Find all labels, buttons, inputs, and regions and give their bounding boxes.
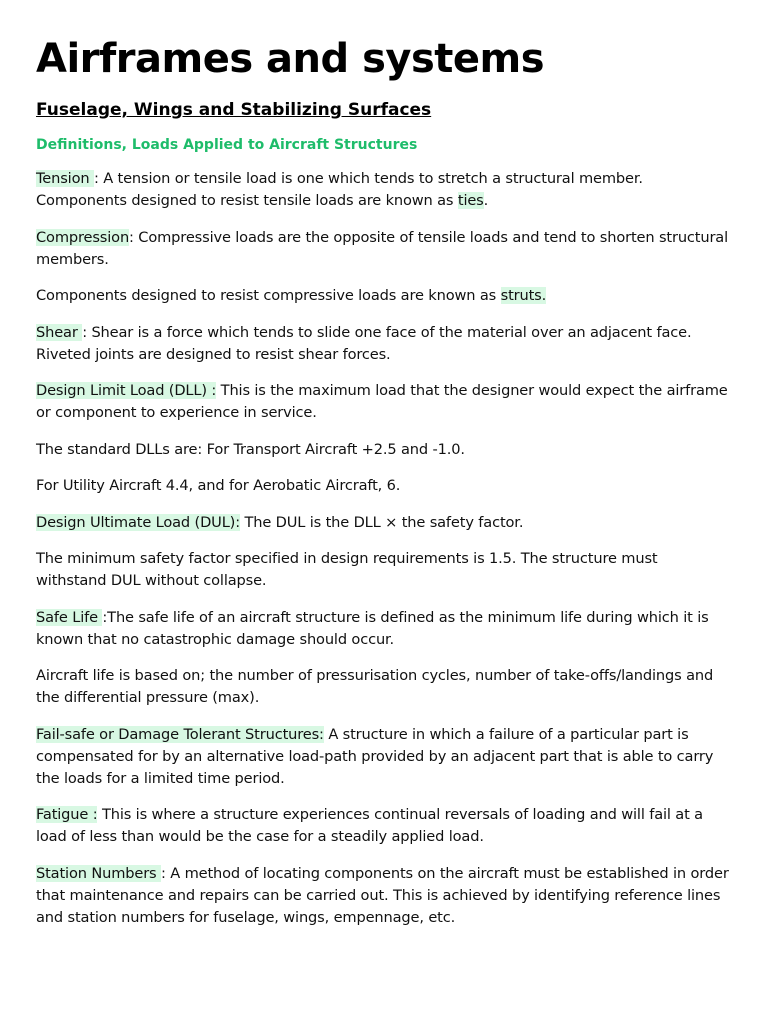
- paragraph-station-numbers: [36, 863, 732, 929]
- subsection-heading: Definitions, Loads Applied to Aircraft Structures: [36, 137, 418, 153]
- highlighted-term: Station Numbers: [36, 864, 161, 882]
- paragraph-text: : A method of locating components on the aircraft must be established in order that maintenance and repairs can be carried out. This is achieved by identifying reference lines and station numbers for fuselage, wings, empennage, etc.: [36, 864, 729, 926]
- paragraph-shear: [36, 322, 732, 366]
- section-heading: Fuselage, Wings and Stabilizing Surfaces: [36, 100, 432, 120]
- paragraph-text: : Shear is a force which tends to slide one face of the material over an adjacent face. Riveted joints are designed to resist shear forces.: [36, 323, 692, 363]
- highlighted-term: Design Ultimate Load (DUL):: [36, 513, 240, 531]
- paragraph-text: :The safe life of an aircraft structure is defined as the minimum life during which it is known that no catastrophic damage should occur.: [36, 608, 709, 648]
- paragraph-text: : A tension or tensile load is one which tends to stretch a structural member. Components designed to resist tensile loads are known as: [36, 170, 643, 209]
- paragraph-fail-safe: [36, 724, 732, 790]
- paragraph-dll: [36, 380, 732, 424]
- paragraph-text: This is the maximum load that the designer would expect the airframe or component to experience in service.: [36, 382, 728, 421]
- paragraph-aircraft-life: [36, 665, 732, 709]
- highlighted-term: ties: [457, 192, 484, 209]
- paragraph-safe-life: [36, 607, 732, 651]
- paragraph-dul: [36, 512, 732, 534]
- paragraph-text: : Compressive loads are the opposite of tensile loads and tend to shorten structural members.: [36, 228, 729, 268]
- paragraph-text: .: [483, 192, 489, 209]
- paragraph-text: Aircraft life is based on; the number of pressurisation cycles, number of take-offs/landings and the differential pressure (max).: [36, 667, 714, 706]
- paragraph-text: A structure in which a failure of a particular part is compensated for by an alternative load-path provided by an adjacent part that is able to carry the loads for a limited time period.: [36, 725, 714, 787]
- paragraph-safety-factor: [36, 548, 732, 592]
- paragraph-text: The standard DLLs are: For Transport Aircraft +2.5 and -1.0.: [36, 440, 465, 458]
- paragraph-standard-dlls: [36, 439, 732, 461]
- highlighted-term: Fail-safe or Damage Tolerant Structures:: [36, 725, 324, 743]
- highlighted-term: Shear: [36, 323, 83, 341]
- paragraph-tension: [36, 168, 732, 212]
- highlighted-term: Tension: [36, 170, 94, 187]
- highlighted-term: Safe Life: [36, 608, 103, 626]
- paragraph-text: For Utility Aircraft 4.4, and for Aerobatic Aircraft, 6.: [36, 477, 401, 494]
- paragraph-struts: [36, 285, 732, 307]
- paragraph-text: The DUL is the DLL × the safety factor.: [240, 513, 524, 531]
- paragraph-fatigue: [36, 804, 732, 848]
- paragraph-text: Components designed to resist compressive loads are known as: [36, 287, 501, 304]
- highlighted-term: Design Limit Load (DLL) :: [36, 382, 217, 399]
- paragraph-text: This is where a structure experiences continual reversals of loading and will fail at a load of less than would be the case for a steadily applied load.: [36, 806, 703, 845]
- page-title: Airframes and systems: [36, 36, 545, 82]
- highlighted-term: Compression: [36, 228, 130, 246]
- highlighted-term: Fatigue :: [36, 806, 98, 823]
- paragraph-utility-aircraft: [36, 475, 732, 497]
- paragraph-compression: [36, 227, 732, 271]
- paragraph-text: The minimum safety factor specified in design requirements is 1.5. The structure must withstand DUL without collapse.: [36, 550, 658, 589]
- highlighted-term: struts.: [500, 287, 547, 304]
